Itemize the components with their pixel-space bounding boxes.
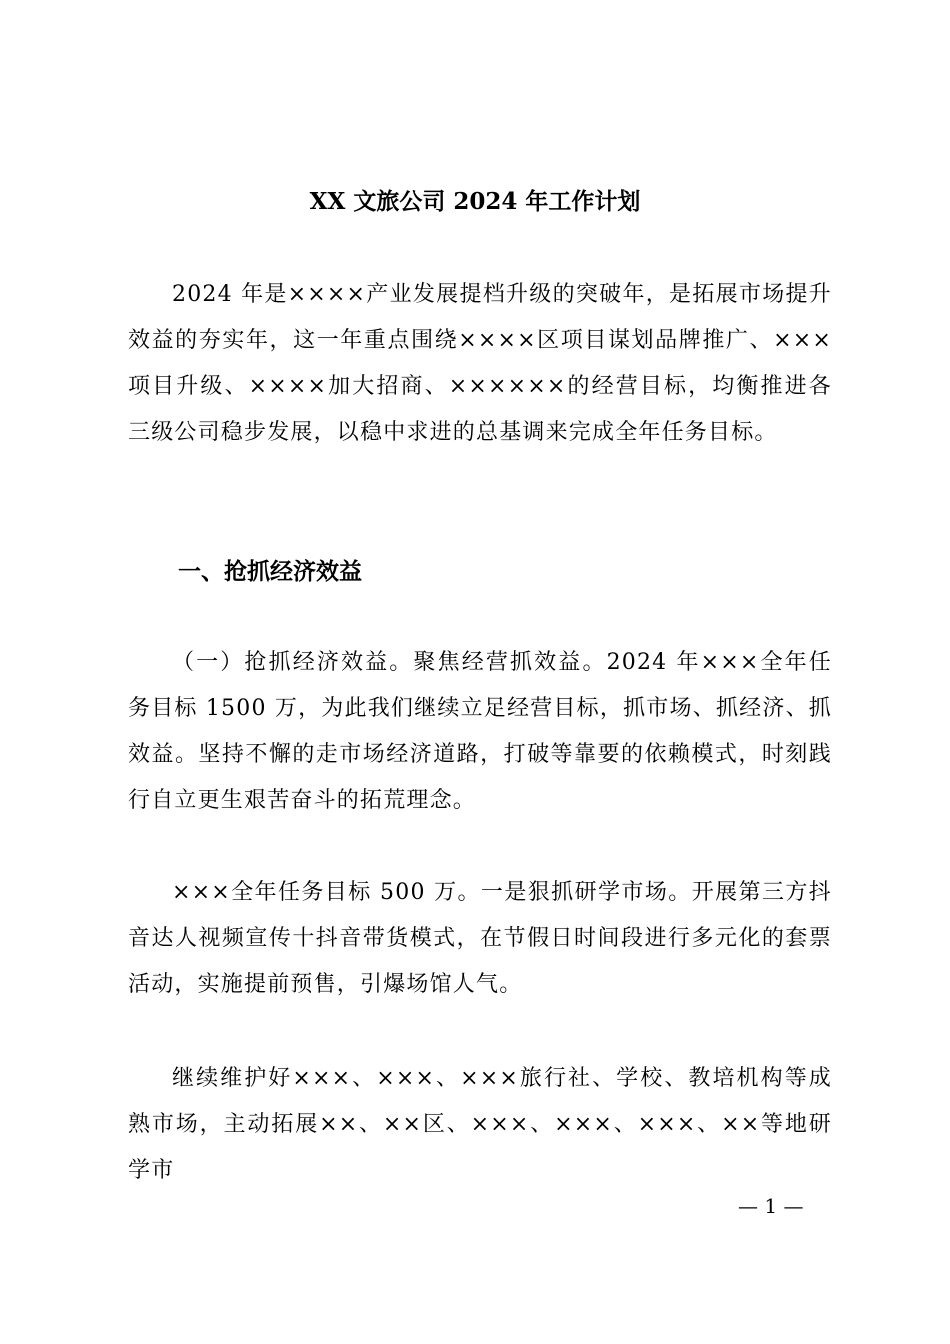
paragraph-economic-benefit: （一）抢抓经济效益。聚焦经营抓效益。2024 年×××全年任务目标 1500 万，为此我们继续立足经营目标，抓市场、抓经济、抓效益。坚持不懈的走市场经济道路，打破等靠要的依赖模式，时刻践行自立更生艰苦奋斗的拓荒理念。 bbox=[128, 650, 832, 813]
paragraph-market-maintenance: 继续维护好×××、×××、×××旅行社、学校、教培机构等成熟市场，主动拓展××、××区、×××、×××、×××、××等地研学市 bbox=[128, 1066, 832, 1183]
page-number: — 1 — bbox=[738, 1194, 804, 1218]
section-heading: 一、抢抓经济效益 bbox=[178, 558, 362, 585]
document-title: XX 文旅公司 2024 年工作计划 bbox=[309, 188, 641, 215]
intro-paragraph: 2024 年是××××产业发展提档升级的突破年，是拓展市场提升效益的夯实年，这一年重点围绕××××区项目谋划品牌推广、×××项目升级、××××加大招商、××××××的经营目标，均衡推进各三级公司稳步发展，以稳中求进的总基调来完成全年任务目标。 bbox=[128, 282, 832, 445]
paragraph-annual-target: ×××全年任务目标 500 万。一是狠抓研学市场。开展第三方抖音达人视频宣传十抖音带货模式，在节假日时间段进行多元化的套票活动，实施提前预售，引爆场馆人气。 bbox=[128, 880, 832, 997]
